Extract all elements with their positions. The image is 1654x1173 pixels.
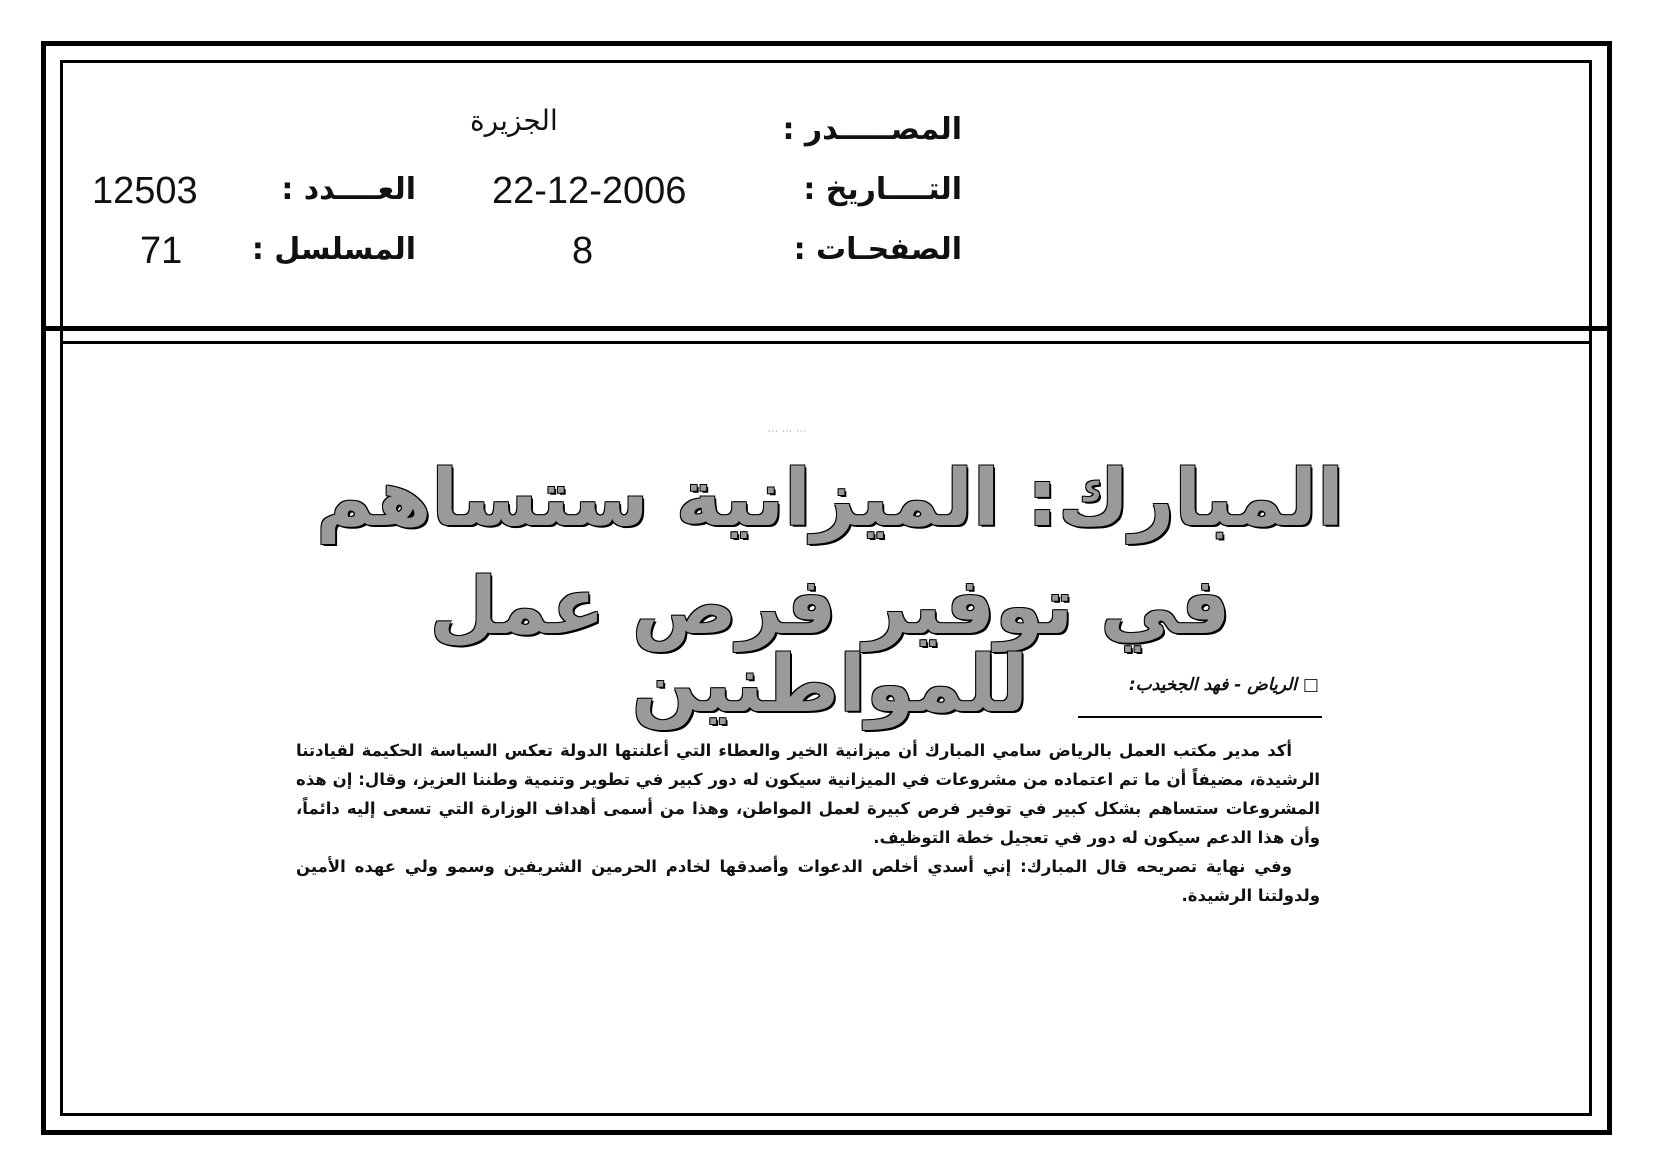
header-separator-thin	[60, 341, 1592, 344]
serial-value: 71	[140, 230, 183, 272]
headline-line-1: المبارك: الميزانية ستساهم	[316, 454, 1344, 544]
byline: □ الرياض - فهد الجخيدب:	[1128, 675, 1319, 695]
issue-value: 12503	[92, 170, 198, 212]
article-paragraph: وفي نهاية تصريحه قال المبارك: إني أسدي أخلص الدعوات وأصدقها لخادم الحرمين الشريفين وسمو ولي عهده الأمين ولدولتنا الرشيدة.	[296, 857, 1320, 905]
date-label: التــــاريخ :	[803, 172, 962, 207]
source-label: المصـــــدر :	[782, 112, 962, 147]
header-separator-thick	[46, 326, 1607, 331]
headline-line-2: في توفير فرص عمل للمواطنين	[429, 562, 1231, 730]
serial-label: المسلسل :	[251, 232, 416, 267]
date-value: 22-12-2006	[492, 170, 687, 212]
source-value: الجزيرة	[470, 104, 558, 137]
article-paragraph: أكد مدير مكتب العمل بالرياض سامي المبارك أن ميزانية الخير والعطاء التي أعلنتها الدولة تعكس السياسة الحكيمة لقيادتنا الرشيدة، مضيفاً أن ما تم اعتماده من مشروعات في الميزانية سيكون له دور كبير في تطوير وتنمية وطننا العزيز، وقال: إن هذه المشروعات ستساهم بشكل كبير في توفير فرص كبيرة لعمل المواطن، وهذا من أسمى أهداف الوزارة التي تسعى إليه دائماً، وأن هذا الدعم سيكون له دور في تعجيل خطة التوظيف.	[296, 741, 1320, 847]
pages-value: 8	[572, 230, 594, 272]
pages-label: الصفحـات :	[793, 232, 962, 267]
issue-label: العــــدد :	[281, 172, 416, 207]
scan-mark: ··· ··· ···	[768, 427, 807, 436]
article-body	[296, 736, 1320, 910]
byline-rule	[1078, 716, 1322, 718]
